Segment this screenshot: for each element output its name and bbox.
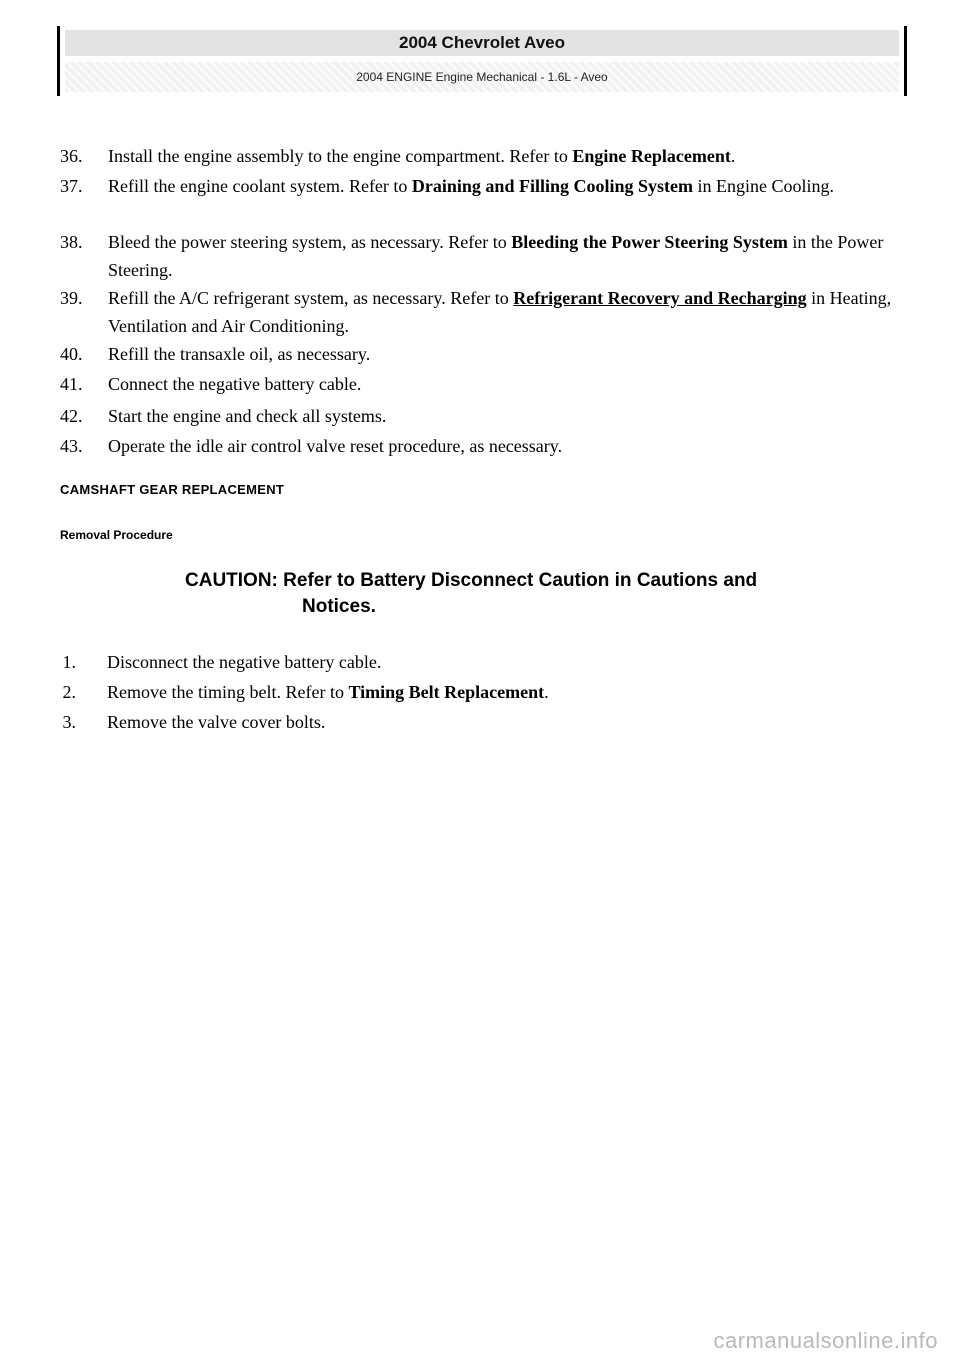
link-bleeding-power-steering[interactable]: Bleeding the Power Steering System [511, 232, 788, 252]
step-text: Refill the A/C refrigerant system, as necessary. Refer to Refrigerant Recovery and Recharging in Heating, Ventilation and Air Conditioning. [108, 288, 892, 336]
document-title: 2004 Chevrolet Aveo [65, 30, 899, 56]
step-number: 2. [62, 682, 76, 702]
link-engine-replacement[interactable]: Engine Replacement [572, 146, 731, 166]
caution-line-1: CAUTION: Refer to Battery Disconnect Caution in Cautions and [185, 570, 758, 591]
step-text: Remove the timing belt. Refer to Timing Belt Replacement. [107, 682, 549, 702]
step-text: Operate the idle air control valve reset procedure, as necessary. [108, 436, 563, 456]
step-number: 3. [62, 712, 76, 732]
step-text: Bleed the power steering system, as necessary. Refer to Bleeding the Power Steering System in the Power Steering. [108, 232, 884, 280]
step-text: Install the engine assembly to the engine compartment. Refer to Engine Replacement. [108, 146, 736, 166]
header-left-rule [57, 26, 60, 96]
page-header [57, 26, 907, 96]
step-number: 1. [62, 652, 76, 672]
step-text: Disconnect the negative battery cable. [107, 652, 382, 672]
link-refrigerant-recovery[interactable]: Refrigerant Recovery and Recharging [513, 288, 807, 308]
step-number: 41. [60, 374, 83, 394]
step-text: Start the engine and check all systems. [108, 406, 387, 426]
step-text: Connect the negative battery cable. [108, 374, 362, 394]
header-right-rule [904, 26, 907, 96]
step-text: Refill the engine coolant system. Refer to Draining and Filling Cooling System in Engine Cooling. [108, 176, 834, 196]
link-draining-filling-cooling[interactable]: Draining and Filling Cooling System [411, 176, 693, 196]
watermark-footer: carmanualsonline.info [713, 1328, 938, 1353]
caution-note [185, 568, 885, 620]
step-text: Remove the valve cover bolts. [107, 712, 326, 732]
step-number: 37. [60, 176, 83, 196]
step-number: 36. [60, 146, 83, 166]
link-timing-belt-replacement[interactable]: Timing Belt Replacement [348, 682, 545, 702]
step-number: 42. [60, 406, 83, 426]
section-heading: CAMSHAFT GEAR REPLACEMENT [60, 482, 285, 497]
step-text: Refill the transaxle oil, as necessary. [108, 344, 371, 364]
document-subtitle: 2004 ENGINE Engine Mechanical - 1.6L - Aveo [65, 62, 899, 92]
caution-line-2: Notices. [302, 596, 376, 617]
step-number: 43. [60, 436, 83, 456]
section-subheading: Removal Procedure [60, 528, 173, 542]
step-number: 38. [60, 232, 83, 252]
step-number: 39. [60, 288, 83, 308]
step-number: 40. [60, 344, 83, 364]
